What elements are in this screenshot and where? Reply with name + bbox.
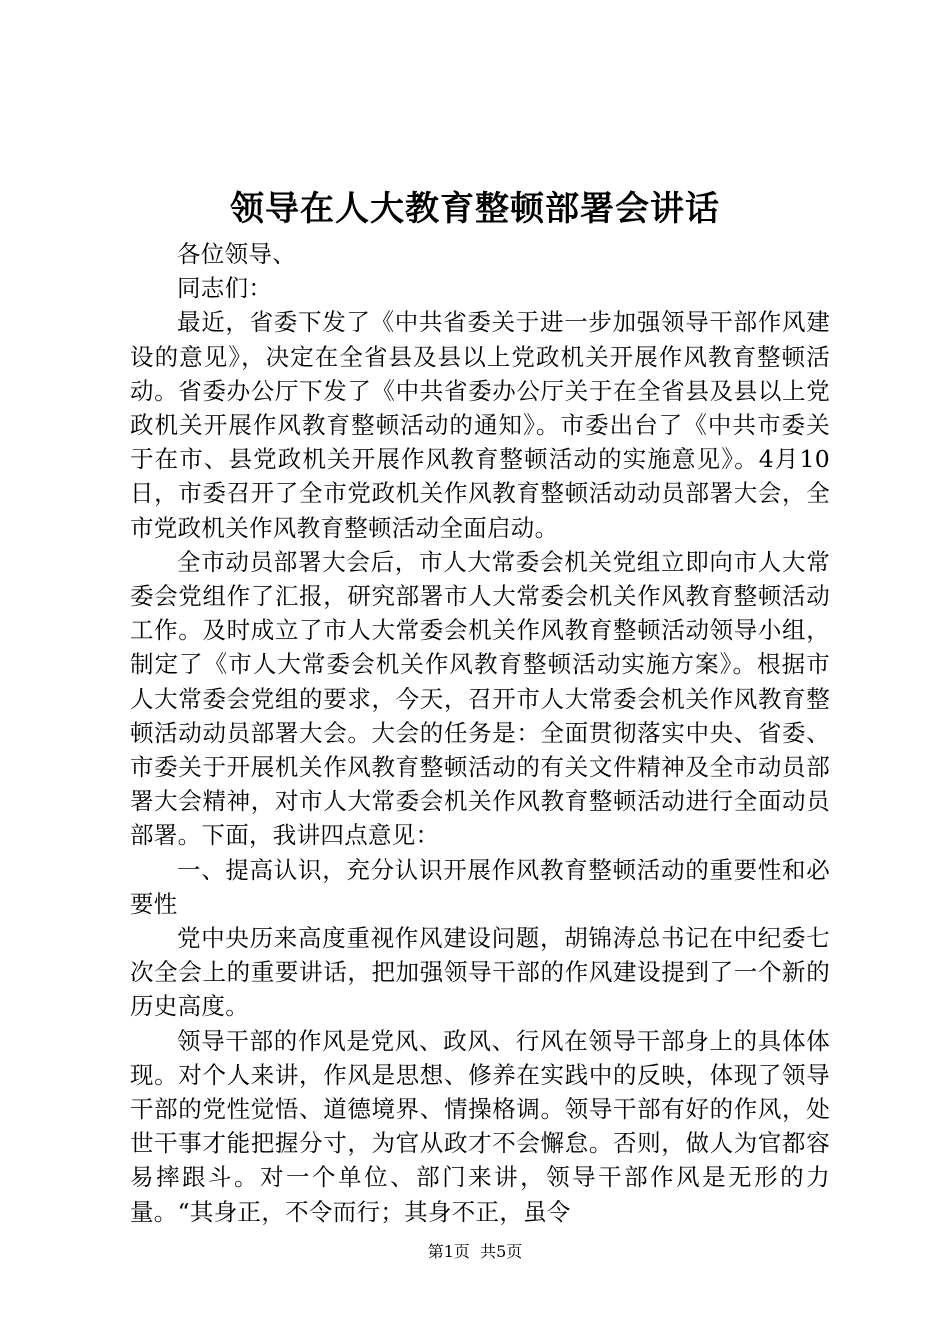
document-title: 领导在人大教育整顿部署会讲话	[230, 189, 720, 229]
section-heading: 一、提高认识，充分认识开展作风教育整顿活动的重要性和必要性	[130, 855, 830, 918]
body-paragraph: 领导干部的作风是党风、政风、行风在领导干部身上的具体体现。对个人来讲，作风是思想、修养在实践中的反映，体现了领导干部的党性觉悟、道德境界、情操格调。领导干部有好的作风，处世干事才能把握分寸，为官从政才不会懈怠。否则，做人为官都容易摔跟斗。对一个单位、部门来讲，领导干部作风是无形的力量。“其身正，不令而行；其身不正，虽令	[130, 1026, 830, 1226]
page-number: 第1页	[427, 1242, 470, 1261]
page-footer	[0, 1241, 950, 1263]
page-total: 共5页	[480, 1242, 523, 1261]
body-paragraph: 党中央历来高度重视作风建设问题，胡锦涛总书记在中纪委七次全会上的重要讲话，把加强领导干部的作风建设提到了一个新的历史高度。	[130, 924, 830, 1021]
footer-separator	[470, 1242, 480, 1261]
body-paragraph: 全市动员部署大会后，市人大常委会机关党组立即向市人大常委会党组作了汇报，研究部署市人大常委会机关作风教育整顿活动工作。及时成立了市人大常委会机关作风教育整顿活动领导小组，制定了《市人大常委会机关作风教育整顿活动实施方案》。根据市人大常委会党组的要求，今天，召开市人大常委会机关作风教育整顿活动动员部署大会。大会的任务是：全面贯彻落实中央、省委、市委关于开展机关作风教育整顿活动的有关文件精神及全市动员部署大会精神，对市人大常委会机关作风教育整顿活动进行全面动员部署。下面，我讲四点意见：	[130, 547, 830, 850]
body-paragraph: 最近，省委下发了《中共省委关于进一步加强领导干部作风建设的意见》，决定在全省县及县以上党政机关开展作风教育整顿活动。省委办公厅下发了《中共省委办公厅关于在全省县及县以上党政机关开展作风教育整顿活动的通知》。市委出台了《中共市委关于在市、县党政机关开展作风教育整顿活动的实施意见》。4月10日，市委召开了全市党政机关作风教育整顿活动动员部署大会，全市党政机关作风教育整顿活动全面启动。	[130, 308, 830, 542]
document-body	[130, 237, 830, 1229]
salutation-line-1: 各位领导、	[177, 240, 296, 268]
salutation-line-2: 同志们：	[177, 274, 273, 303]
